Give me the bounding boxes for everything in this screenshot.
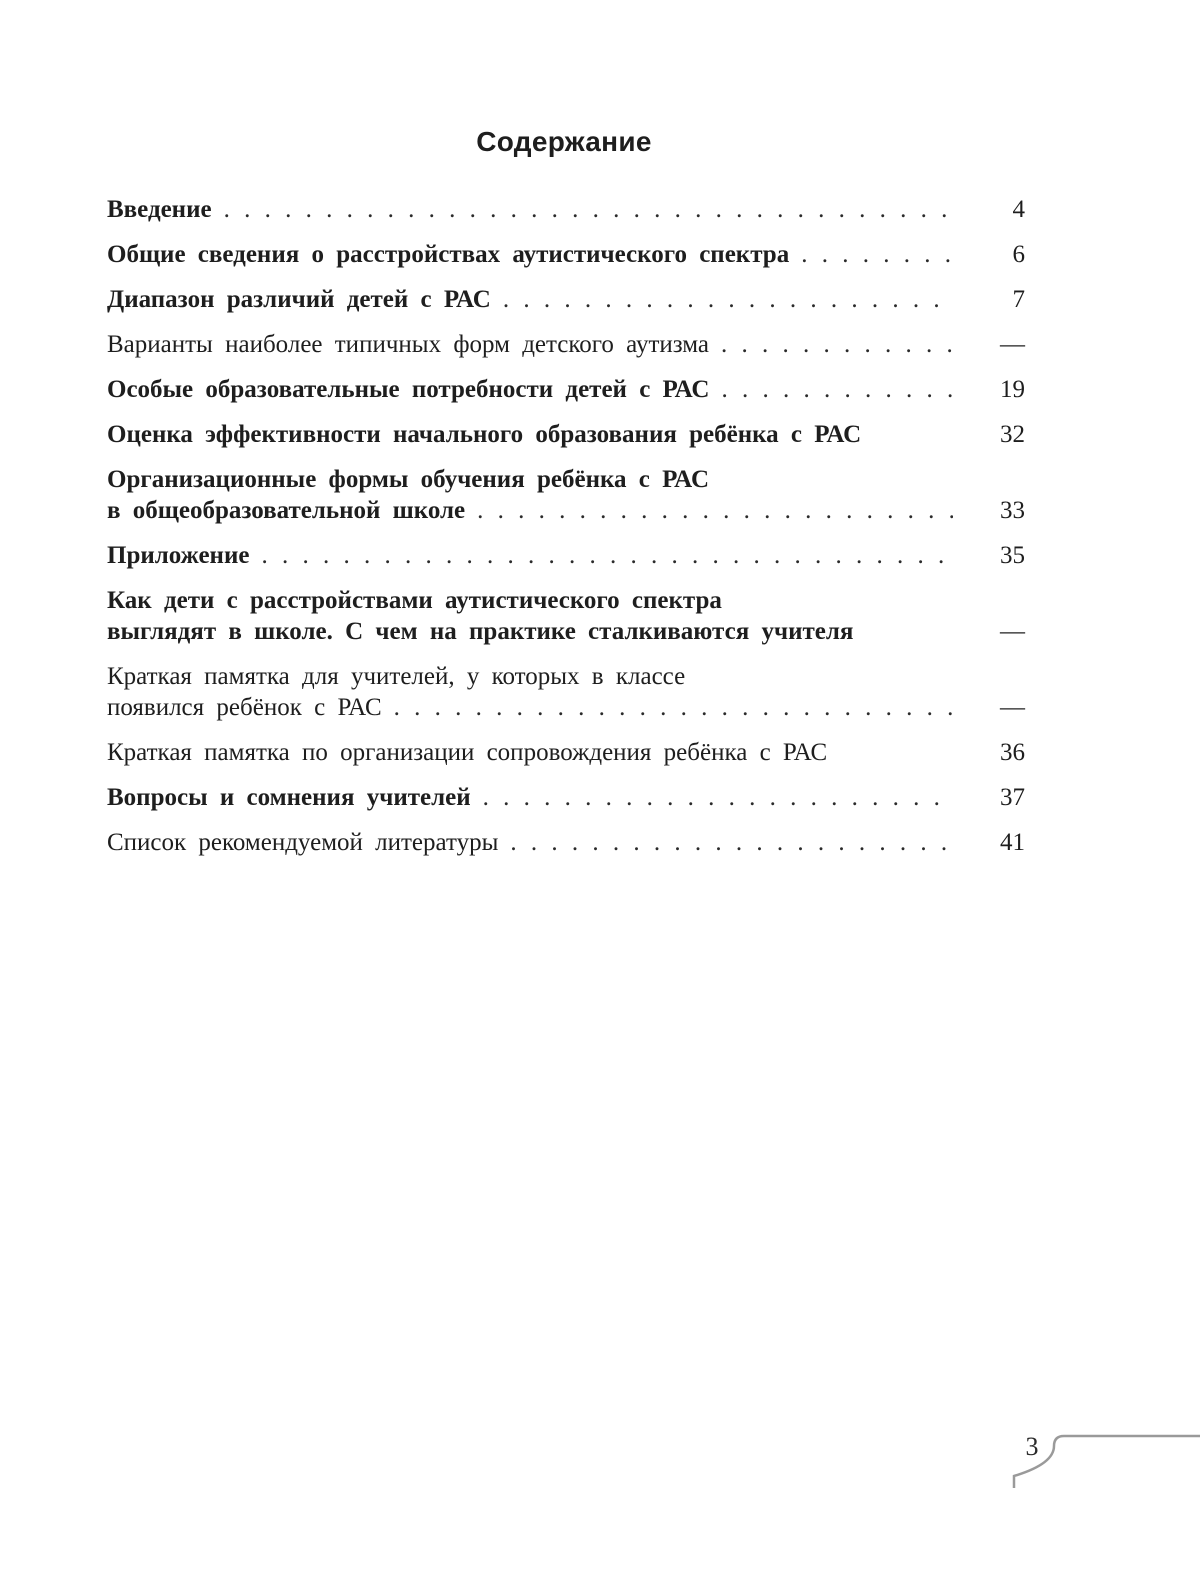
toc-entry-page: — <box>1000 618 1025 645</box>
toc-entry-line: выглядят в школе. С чем на практике сталкиваются учителя <box>107 618 854 645</box>
dot-leader <box>477 495 953 526</box>
toc-entry-page: 6 <box>1012 241 1025 268</box>
toc-entry-title <box>107 585 967 647</box>
dot-leader <box>483 782 953 813</box>
toc-entry-line: Диапазон различий детей с РАС <box>107 286 491 313</box>
toc-entry-line: Введение <box>107 196 212 223</box>
toc-entry <box>107 540 1025 571</box>
table-of-contents <box>107 194 1025 872</box>
toc-entry-title <box>107 827 967 858</box>
toc-entry-page: 36 <box>1000 739 1025 766</box>
toc-entry <box>107 827 1025 858</box>
toc-entry-title <box>107 194 967 225</box>
toc-entry-line: Краткая памятка по организации сопровождения ребёнка с РАС <box>107 739 828 766</box>
toc-entry-title <box>107 540 967 571</box>
toc-entry <box>107 194 1025 225</box>
dot-leader <box>394 692 953 723</box>
toc-entry-title <box>107 419 967 450</box>
dot-leader <box>801 239 953 270</box>
toc-entry-page: 37 <box>1000 784 1025 811</box>
toc-entry-line: Особые образовательные потребности детей с РАС <box>107 376 710 403</box>
toc-entry-page: — <box>1000 694 1025 721</box>
toc-entry-line: Список рекомендуемой литературы <box>107 829 499 856</box>
dot-leader <box>503 284 953 315</box>
toc-entry-title <box>107 374 967 405</box>
toc-entry-line: Вопросы и сомнения учителей <box>107 784 471 811</box>
toc-entry <box>107 737 1025 768</box>
toc-entry-line: Оценка эффективности начального образования ребёнка с РАС <box>107 421 862 448</box>
toc-entry-page: 33 <box>1000 497 1025 524</box>
toc-entry-page: 7 <box>1012 286 1025 313</box>
toc-entry-title <box>107 464 967 526</box>
dot-leader <box>722 374 954 405</box>
toc-entry-page: 32 <box>1000 421 1025 448</box>
toc-entry-title <box>107 737 967 768</box>
toc-entry-title <box>107 661 967 723</box>
toc-entry <box>107 782 1025 813</box>
toc-entry-line: Приложение <box>107 542 250 569</box>
toc-entry-title <box>107 782 967 813</box>
toc-entry-line: Общие сведения о расстройствах аутистического спектра <box>107 241 790 268</box>
toc-entry-line: Варианты наиболее типичных форм детского аутизма <box>107 331 710 358</box>
dot-leader <box>510 827 953 858</box>
toc-entry <box>107 661 1025 723</box>
toc-entry <box>107 585 1025 647</box>
toc-entry-line: появился ребёнок с РАС <box>107 694 382 721</box>
toc-entry-page: 19 <box>1000 376 1025 403</box>
toc-title: Содержание <box>476 126 652 157</box>
page-number: 3 <box>1025 1432 1039 1461</box>
toc-entry-line: Организационные формы обучения ребёнка с РАС <box>107 466 710 493</box>
toc-entry-line: Краткая памятка для учителей, у которых в классе <box>107 663 686 690</box>
toc-entry <box>107 329 1025 360</box>
dot-leader <box>261 540 953 571</box>
toc-entry <box>107 239 1025 270</box>
toc-entry-title <box>107 239 967 270</box>
toc-entry-line: в общеобразовательной школе <box>107 497 466 524</box>
toc-entry <box>107 374 1025 405</box>
toc-entry-line: Как дети с расстройствами аутистического спектра <box>107 587 722 614</box>
toc-entry-title <box>107 284 967 315</box>
toc-entry-page: 41 <box>1000 829 1025 856</box>
dot-leader <box>224 194 953 225</box>
toc-entry <box>107 464 1025 526</box>
toc-entry-page: — <box>1000 331 1025 358</box>
dot-leader <box>721 329 953 360</box>
toc-entry-page: 35 <box>1000 542 1025 569</box>
toc-entry-title <box>107 329 967 360</box>
toc-entry <box>107 284 1025 315</box>
toc-entry <box>107 419 1025 450</box>
toc-entry-page: 4 <box>1012 196 1025 223</box>
